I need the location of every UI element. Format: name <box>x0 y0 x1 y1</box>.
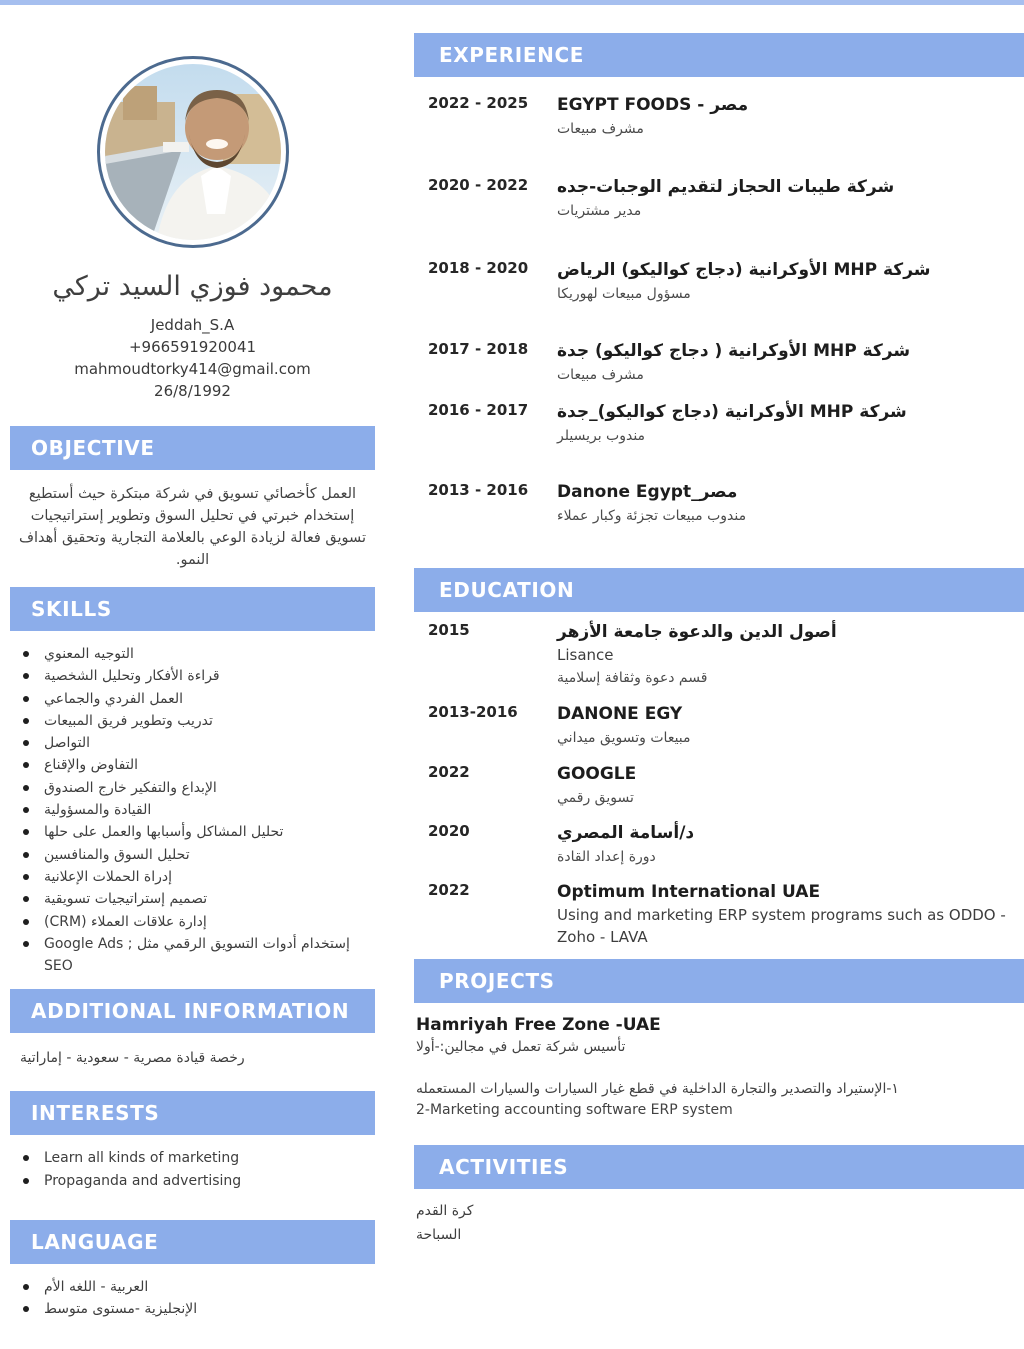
experience-title: شركة MHP الأوكرانية ( دجاج كواليكو) جدة <box>557 341 911 361</box>
interest-item: Learn all kinds of marketing <box>23 1147 375 1169</box>
education-entry <box>414 821 1024 868</box>
bullet-icon <box>23 941 29 947</box>
experience-dates: 2017 - 2018 <box>428 340 529 358</box>
right-column <box>414 5 1024 1247</box>
education-entry <box>414 880 1024 948</box>
education-detail: قسم دعوة وثقافة إسلامية <box>557 670 708 686</box>
skill-item: العمل الفردي والجماعي <box>23 688 375 710</box>
bullet-icon <box>23 896 29 902</box>
education-title: GOOGLE <box>557 764 637 784</box>
education-title: د/أسامة المصري <box>557 823 695 843</box>
section-header-objective: OBJECTIVE <box>10 426 375 470</box>
section-header-language: LANGUAGE <box>10 1220 375 1264</box>
bullet-icon <box>23 651 29 657</box>
contact-location: Jeddah_S.A <box>150 316 235 334</box>
experience-title: Danone Egypt_مصر <box>557 482 738 502</box>
bullet-icon <box>23 762 29 768</box>
bullet-icon <box>23 785 29 791</box>
experience-entry <box>414 480 1024 527</box>
left-column <box>10 5 375 1321</box>
profile-photo <box>105 64 281 240</box>
activity-item: كرة القدم <box>416 1203 474 1219</box>
bullet-icon <box>23 696 29 702</box>
skill-item: تدريب وتطوير فريق المبيعات <box>23 710 375 732</box>
education-dates: 2022 <box>428 881 470 899</box>
education-degree: Lisance <box>557 646 614 664</box>
experience-dates: 2013 - 2016 <box>428 481 529 499</box>
experience-dates: 2022 - 2025 <box>428 94 529 112</box>
experience-title: EGYPT FOODS - مصر <box>557 95 749 115</box>
education-dates: 2013-2016 <box>428 703 518 721</box>
contact-email: mahmoudtorky414@gmail.com <box>74 360 311 378</box>
interest-item: Propaganda and advertising <box>23 1170 375 1192</box>
education-title: Optimum International UAE <box>557 882 821 902</box>
bullet-icon <box>23 740 29 746</box>
project-line: تأسيس شركة تعمل في مجالين:-أولا <box>416 1039 626 1055</box>
experience-role: مشرف مبيعات <box>557 367 644 383</box>
bullet-icon <box>23 1178 29 1184</box>
contact-block <box>10 314 375 402</box>
bullet-icon <box>23 919 29 925</box>
skills-list <box>10 643 375 977</box>
section-header-skills: SKILLS <box>10 587 375 631</box>
skill-item: تحليل السوق والمنافسين <box>23 844 375 866</box>
education-title: DANONE EGY <box>557 704 683 724</box>
experience-dates: 2018 - 2020 <box>428 259 529 277</box>
skill-item: إستخدام أدوات التسويق الرقمي مثل Google Ads ; SEO <box>23 933 375 978</box>
experience-title: شركة MHP الأوكرانية (دجاج كواليكو)_جدة <box>557 402 907 422</box>
education-detail: مبيعات وتسويق ميداني <box>557 730 691 746</box>
bullet-icon <box>23 852 29 858</box>
bullet-icon <box>23 673 29 679</box>
project-heading: Hamriyah Free Zone -UAE <box>416 1015 661 1035</box>
language-item: الإنجليزية -مستوى متوسط <box>23 1298 375 1320</box>
skill-item: الإبداع والتفكير خارج الصندوق <box>23 777 375 799</box>
skill-item: التوجيه المعنوي <box>23 643 375 665</box>
experience-role: مندوب مبيعات تجزئة وكبار عملاء <box>557 508 747 524</box>
skill-item: تصميم إستراتيجيات تسويقية <box>23 888 375 910</box>
section-header-interests: INTERESTS <box>10 1091 375 1135</box>
education-title: أصول الدين والدعوة جامعة الأزهر <box>557 622 837 642</box>
education-dates: 2022 <box>428 763 470 781</box>
profile-photo-frame <box>97 56 289 248</box>
section-header-activities: ACTIVITIES <box>414 1145 1024 1189</box>
profile-photo-illustration <box>105 64 281 240</box>
interests-list <box>10 1147 375 1192</box>
objective-text: العمل كأخصائي تسويق في شركة مبتكرة حيث أستطيع إستخدام خبرتي في تحليل السوق وتطوير إستراتيجيات تسويق فعالة لزيادة الوعي بالعلامة التجارية وتحقيق أهداف النمو. <box>18 486 366 568</box>
education-entry <box>414 702 1024 749</box>
activity-item: السباحة <box>416 1227 462 1243</box>
experience-entry <box>414 175 1024 222</box>
experience-title: شركة طيبات الحجاز لتقديم الوجبات-جده <box>557 177 895 197</box>
section-header-additional-information: ADDITIONAL INFORMATION <box>10 989 375 1033</box>
experience-role: مندوب بريسيلر <box>557 428 646 444</box>
experience-entry <box>414 400 1024 447</box>
bullet-icon <box>23 874 29 880</box>
contact-birthdate: 26/8/1992 <box>154 382 231 400</box>
skill-item: القيادة والمسؤولية <box>23 799 375 821</box>
education-detail: Using and marketing ERP system programs such as ODDO - Zoho - LAVA <box>557 906 1006 946</box>
education-dates: 2015 <box>428 621 470 639</box>
candidate-name: محمود فوزي السيد تركي <box>52 271 333 302</box>
section-header-experience: EXPERIENCE <box>414 33 1024 77</box>
experience-entry <box>414 93 1024 140</box>
contact-phone: +966591920041 <box>128 338 257 356</box>
bullet-icon <box>23 829 29 835</box>
project-line: 2-Marketing accounting software ERP system <box>416 1102 733 1118</box>
language-item: العربية - اللغه الأم <box>23 1276 375 1298</box>
experience-role: مدير مشتريات <box>557 203 642 219</box>
skill-item: قراءة الأفكار وتحليل الشخصية <box>23 665 375 687</box>
projects-block <box>414 1013 1024 1121</box>
education-detail: تسويق رقمي <box>557 790 634 806</box>
experience-role: مشرف مبيعات <box>557 121 644 137</box>
education-dates: 2020 <box>428 822 470 840</box>
project-line: ١-الإستيراد والتصدير والتجارة الداخلية في قطع غيار السيارات والسيارات المستعمله <box>416 1081 899 1097</box>
experience-dates: 2020 - 2022 <box>428 176 529 194</box>
experience-entry <box>414 258 1024 305</box>
education-entry <box>414 762 1024 809</box>
skill-item: التفاوض والإقناع <box>23 754 375 776</box>
skill-item: تحليل المشاكل وأسبابها والعمل على حلها <box>23 821 375 843</box>
language-list <box>10 1276 375 1321</box>
experience-title: شركة MHP الأوكرانية (دجاج كواليكو) الرياض <box>557 260 931 280</box>
skill-item: إدراة الحملات الإعلانية <box>23 866 375 888</box>
experience-role: مسؤول مبيعات لهوريكا <box>557 286 691 302</box>
bullet-icon <box>23 718 29 724</box>
section-header-education: EDUCATION <box>414 568 1024 612</box>
skill-item: إدارة علاقات العملاء (CRM) <box>23 911 375 933</box>
experience-entry <box>414 339 1024 386</box>
education-entry <box>414 620 1024 689</box>
experience-dates: 2016 - 2017 <box>428 401 529 419</box>
bullet-icon <box>23 1306 29 1312</box>
bullet-icon <box>23 1155 29 1161</box>
education-detail: دورة إعداد القادة <box>557 849 656 865</box>
bullet-icon <box>23 1284 29 1290</box>
additional-information-text: رخصة قيادة مصرية - سعودية - إماراتية <box>20 1050 245 1067</box>
bullet-icon <box>23 807 29 813</box>
skill-item: التواصل <box>23 732 375 754</box>
section-header-projects: PROJECTS <box>414 959 1024 1003</box>
